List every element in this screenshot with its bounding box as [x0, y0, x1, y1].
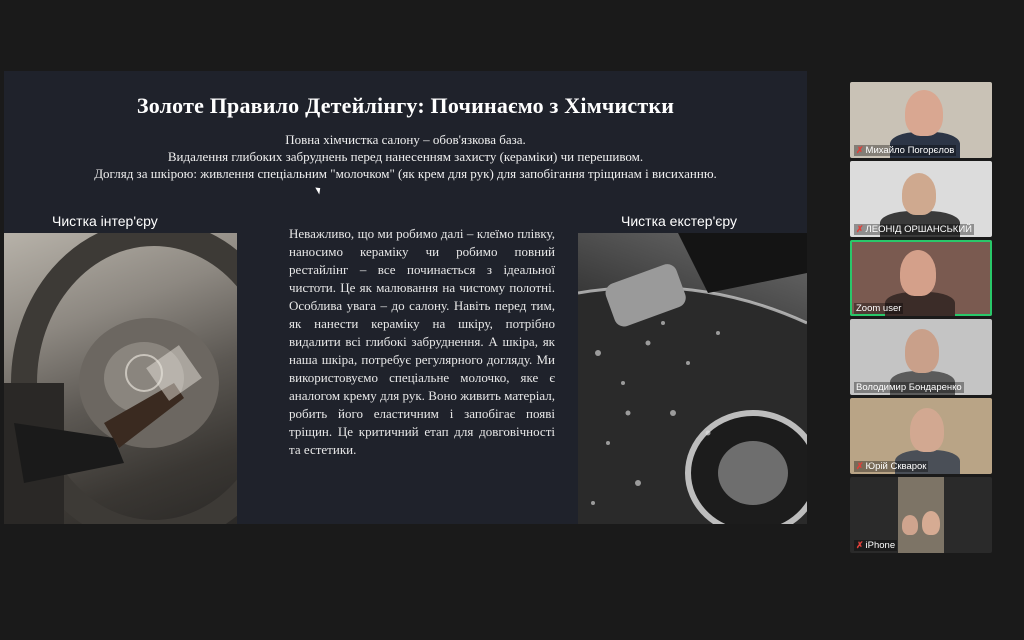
- participant-face: [905, 90, 943, 136]
- participant-name: ✗ ЛЕОНІД ОРШАНСЬКИЙ: [856, 224, 972, 235]
- slide-body-text: Неважливо, що ми робимо далі – клеїмо плівку, наносимо кераміку чи робимо повний рестайлінг – все починається з ідеальної чистоти. Це як малювання на чистому полотні. Особлива увага – до салону. Навіть перед тим, як нанести кераміку на шкіру, потрібно видалити всі глибокі забруднення. А шкіра, як наша шкіра, потребує регулярного догляду. Ми використовуємо спеціальне молочко, яке є аналогом крему для рук. Воно живить матеріал, робить його еластичним і запобігає появі тріщин. Це критичний етап для довговічності та естетики.: [289, 226, 555, 457]
- participant-tile[interactable]: [850, 161, 992, 237]
- mouse-cursor-icon: [315, 186, 322, 195]
- mic-off-icon: ✗: [856, 461, 864, 471]
- slide-title: Золоте Правило Детейлінгу: Починаємо з Хімчистки: [136, 93, 675, 118]
- participant-name: Zoom user: [856, 303, 902, 314]
- participant-tile[interactable]: [850, 477, 992, 553]
- exterior-cleaning-photo: [578, 233, 807, 524]
- participant-face: [902, 515, 918, 535]
- participant-face: [910, 408, 944, 452]
- slide-bullets: [4, 131, 807, 182]
- participant-tile-active[interactable]: [850, 240, 992, 316]
- steering-wheel-illustration: [4, 233, 237, 524]
- participant-name: Володимир Бондаренко: [856, 382, 962, 393]
- interior-caption: Чистка інтер'єру: [52, 213, 158, 229]
- mic-off-icon: ✗: [856, 224, 864, 234]
- participant-face: [902, 173, 936, 215]
- bullet-line: Повна хімчистка салону – обов'язкова база.: [285, 132, 526, 147]
- participant-face: [900, 250, 936, 296]
- participant-tile[interactable]: [850, 319, 992, 395]
- participant-name: ✗ iPhone: [856, 540, 896, 551]
- bullet-line: Догляд за шкірою: живлення спеціальним "молочком" (як крем для рук) для запобігання тріщинам і висиханню.: [94, 166, 717, 181]
- participant-name: ✗ Юрій Скварок: [856, 461, 927, 472]
- participant-name: ✗ Михайло Погорєлов: [856, 145, 955, 156]
- interior-cleaning-photo: [4, 233, 237, 524]
- exterior-caption: Чистка екстер'єру: [621, 213, 738, 229]
- participant-face: [905, 329, 939, 373]
- participant-tile[interactable]: [850, 398, 992, 474]
- participant-tile[interactable]: [850, 82, 992, 158]
- participant-face: [922, 511, 940, 535]
- foam-car-illustration: [578, 233, 807, 524]
- mic-off-icon: ✗: [856, 145, 864, 155]
- mic-off-icon: ✗: [856, 540, 864, 550]
- bullet-line: Видалення глибоких забруднень перед нанесенням захисту (кераміки) чи перешивом.: [167, 149, 644, 164]
- shared-slide: [4, 71, 807, 524]
